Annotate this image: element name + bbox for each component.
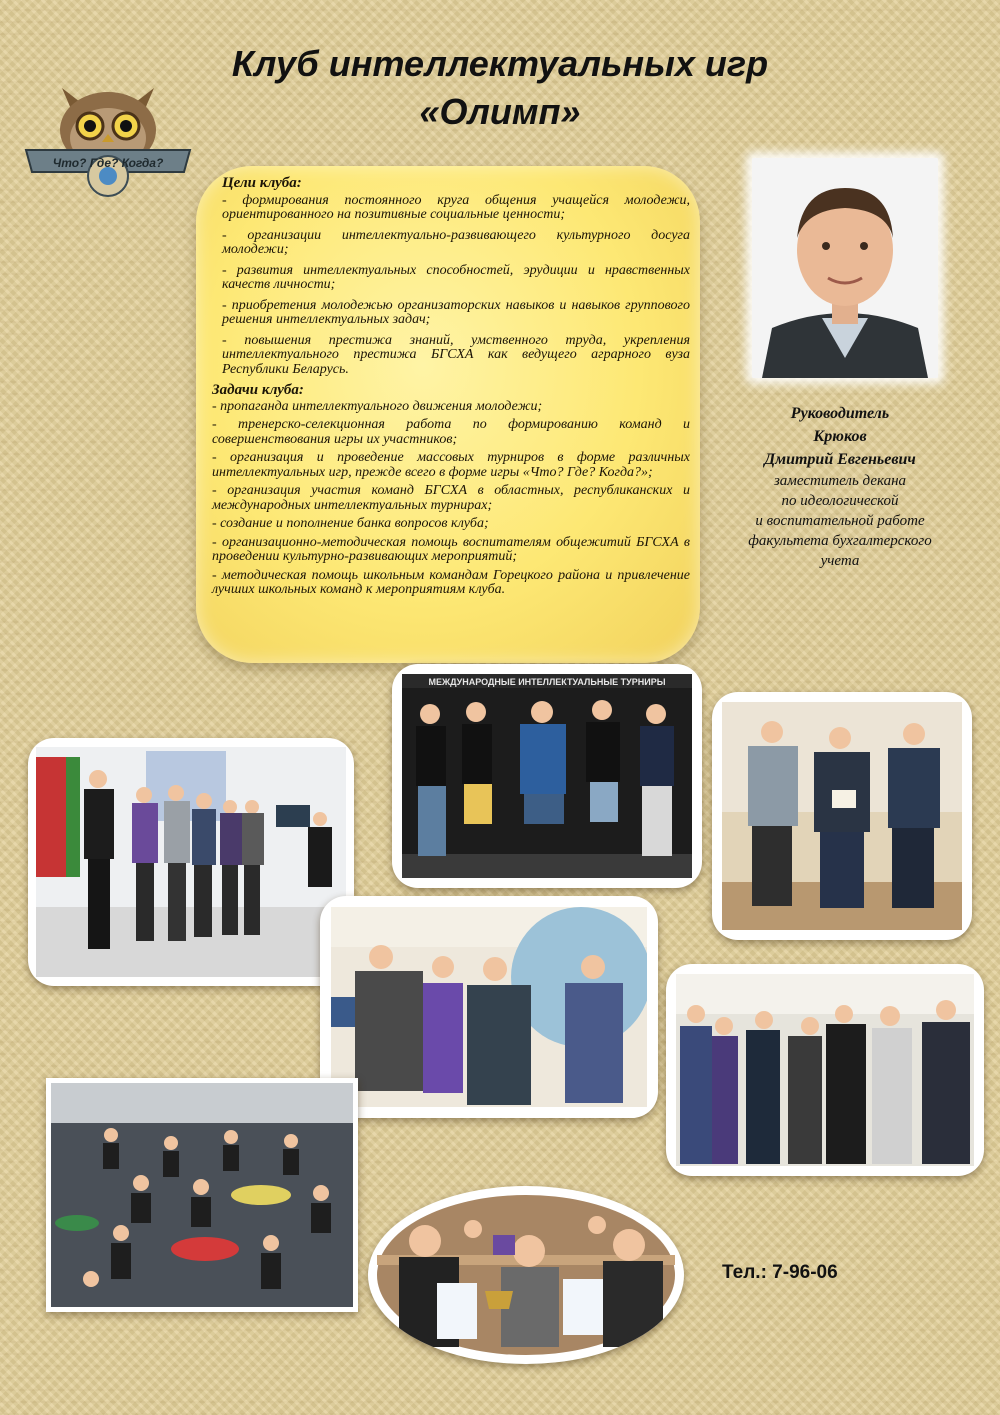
director-position-line: и воспитательной работе: [755, 513, 925, 529]
task-item: - организационно-методическая помощь воспитателям общежитий БГСХА в проведении культурно-развивающих мероприятий;: [212, 534, 690, 564]
goal-item: - развития интеллектуальных способностей, эрудиции и нравственных качеств личности;: [222, 262, 690, 292]
goal-item: - организации интеллектуально-развивающего культурного досуга молодежи;: [222, 227, 690, 257]
logo-text: Что? Где? Когда?: [52, 156, 164, 170]
director-surname: Крюков: [813, 428, 867, 445]
photo-team-hall: [28, 738, 354, 986]
photo-game-hall: [46, 1078, 358, 1312]
page-title: [140, 40, 860, 136]
director-position-line: по идеологической: [781, 493, 899, 509]
task-item: - организация участия команд БГСХА в областных, республиканских и международных интеллектуальных турнирах;: [212, 483, 690, 513]
photo-group-books: [666, 964, 984, 1176]
group-photo-icon: [36, 747, 346, 977]
group-photo-icon: [722, 702, 962, 930]
director-position-line: факультета бухгалтерского: [748, 533, 932, 549]
goals-text-block: [212, 176, 690, 602]
director-name: Дмитрий Евгеньевич: [764, 451, 916, 468]
goal-item: - формирования постоянного круга общения учащейся молодежи, ориентированного на позитивные социальные ценности;: [222, 192, 690, 222]
director-portrait: [752, 158, 938, 378]
goal-item: - повышения престижа знаний, умственного труда, укрепления интеллектуального престижа БГСХА как ведущего аграрного вуза Республики Беларусь.: [222, 332, 690, 377]
title-line-2: «Олимп»: [419, 91, 581, 132]
goal-item: - приобретения молодежью организаторских навыков и навыков группового решения интеллектуальных задач;: [222, 297, 690, 327]
tasks-heading: Задачи клуба:: [212, 382, 304, 398]
group-photo-icon: [377, 1195, 675, 1355]
group-photo-icon: [51, 1083, 353, 1307]
director-position-line: учета: [820, 553, 860, 569]
group-photo-icon: [676, 974, 974, 1166]
goals-heading: Цели клуба:: [222, 175, 302, 191]
phone-number: Тел.: 7-96-06: [722, 1262, 838, 1283]
director-position-line: заместитель декана: [773, 473, 907, 489]
photo-award-trio: [712, 692, 972, 940]
director-caption: [718, 402, 962, 571]
person-photo-icon: [752, 158, 938, 378]
task-item: - создание и пополнение банка вопросов клуба;: [212, 516, 489, 531]
tournament-banner-text: МЕЖДУНАРОДНЫЕ ИНТЕЛЛЕКТУАЛЬНЫЕ ТУРНИРЫ: [428, 677, 666, 687]
photo-tournament-team: [392, 664, 702, 888]
task-item: - тренерско-селекционная работа по формированию команд и совершенствования игры их участников;: [212, 417, 690, 447]
director-role: Руководитель: [790, 405, 890, 422]
club-logo: [22, 80, 194, 204]
group-photo-icon: [331, 907, 647, 1107]
task-item: - пропаганда интеллектуального движения молодежи;: [212, 398, 543, 414]
task-item: - методическая помощь школьным командам Горецкого района и привлечение лучших школьных команд к мероприятиям клуба.: [212, 567, 690, 597]
group-photo-icon: [402, 674, 692, 878]
photo-winners-cup: [368, 1186, 684, 1364]
task-item: - организация и проведение массовых турниров в форме различных интеллектуальных игр, прежде всего в форме игры «Что? Где? Когда?»;: [212, 450, 690, 480]
photo-medal-ceremony: [320, 896, 658, 1118]
owl-emblem-icon: [22, 80, 194, 204]
title-line-1: Клуб интеллектуальных игр: [231, 43, 769, 84]
